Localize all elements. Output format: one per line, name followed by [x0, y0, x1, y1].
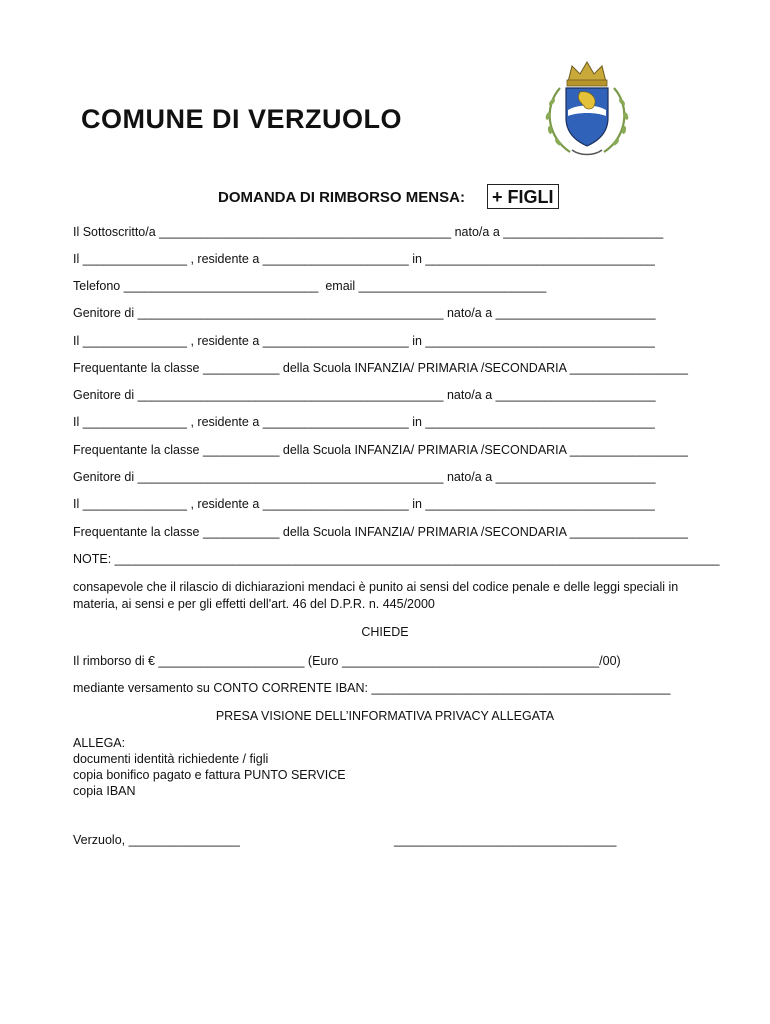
line-genitore-3[interactable]: Genitore di ____________________________________________ nato/a a _______________________: [73, 470, 656, 484]
line-telefono-email[interactable]: Telefono ____________________________ email ___________________________: [73, 279, 547, 293]
figli-badge: + FIGLI: [487, 184, 559, 209]
form-heading: DOMANDA DI RIMBORSO MENSA:: [218, 189, 465, 206]
line-residenza-2[interactable]: Il _______________ , residente a _____________________ in _________________________________: [73, 415, 655, 429]
allega-item-documenti: documenti identità richiedente / figli: [73, 752, 269, 766]
allega-item-iban: copia IBAN: [73, 784, 136, 798]
privacy-notice: PRESA VISIONE DELL’INFORMATIVA PRIVACY ALLEGATA: [215, 709, 555, 723]
line-iban[interactable]: mediante versamento su CONTO CORRENTE IBAN: ___________________________________________: [73, 681, 671, 695]
line-classe-1[interactable]: Frequentante la classe ___________ della Scuola INFANZIA/ PRIMARIA /SECONDARIA _________________: [73, 361, 688, 375]
line-rimborso[interactable]: Il rimborso di € _____________________ (Euro _____________________________________/00): [73, 654, 621, 668]
allega-label: ALLEGA:: [73, 736, 126, 750]
line-genitore-2[interactable]: Genitore di ____________________________________________ nato/a a _______________________: [73, 388, 656, 402]
signature-field[interactable]: ________________________________: [394, 833, 617, 847]
place-date-field[interactable]: Verzuolo, ________________: [73, 833, 240, 847]
line-note[interactable]: NOTE: _______________________________________________________________________________________: [73, 552, 720, 566]
line-classe-2[interactable]: Frequentante la classe ___________ della Scuola INFANZIA/ PRIMARIA /SECONDARIA _________________: [73, 443, 688, 457]
declaration-text: consapevole che il rilascio di dichiarazioni mendaci è punito ai sensi del codice penale e delle leggi speciali in materia, ai sensi e per gli effetti dell'art. 46 del D.P.R. n. 445/2000: [73, 580, 679, 611]
coat-of-arms-icon: [540, 58, 634, 160]
line-residenza-1[interactable]: Il _______________ , residente a _____________________ in _________________________________: [73, 334, 655, 348]
line-residenza-3[interactable]: Il _______________ , residente a _____________________ in _________________________________: [73, 497, 655, 511]
chiede-label: CHIEDE: [361, 625, 409, 639]
line-residenza[interactable]: Il _______________ , residente a _____________________ in _________________________________: [73, 252, 655, 266]
page-title: COMUNE DI VERZUOLO: [81, 104, 403, 134]
allega-item-bonifico: copia bonifico pagato e fattura PUNTO SERVICE: [73, 768, 346, 782]
line-sottoscritto[interactable]: Il Sottoscritto/a __________________________________________ nato/a a _______________________: [73, 225, 664, 239]
line-classe-3[interactable]: Frequentante la classe ___________ della Scuola INFANZIA/ PRIMARIA /SECONDARIA _________________: [73, 525, 688, 539]
line-genitore-1[interactable]: Genitore di ____________________________________________ nato/a a _______________________: [73, 306, 656, 320]
